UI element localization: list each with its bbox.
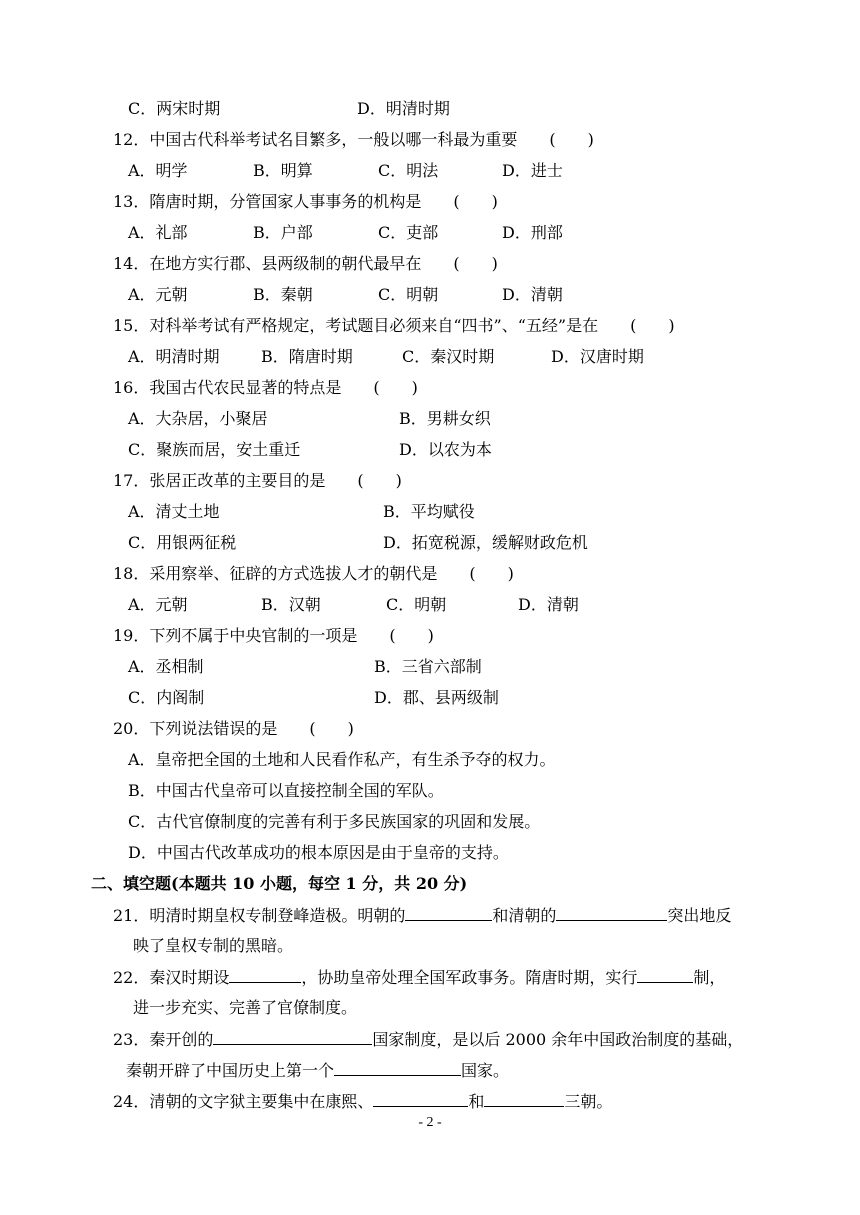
q21-text-1: 21．明清时期皇权专制登峰造极。明朝的 — [113, 906, 406, 925]
q16-option-d: D．以农为本 — [399, 440, 492, 459]
q24-blank-1[interactable] — [373, 1091, 468, 1107]
q19-option-d: D．郡、县两级制 — [374, 688, 499, 707]
q11-option-c: C．两宋时期 — [128, 99, 221, 118]
q13-option-c: C．吏部 — [378, 223, 439, 242]
q17-option-b: B．平均赋役 — [383, 502, 475, 521]
q16-option-c: C．聚族而居，安土重迁 — [128, 440, 301, 459]
q24-text-2: 和 — [468, 1092, 485, 1111]
q23-text-2: 国家制度，是以后 2000 余年中国政治制度的基础， — [372, 1030, 744, 1049]
q14-option-c: C．明朝 — [378, 285, 439, 304]
q15-option-d: D．汉唐时期 — [551, 347, 644, 366]
q21-blank-2[interactable] — [556, 905, 667, 921]
section-heading-fill-in: 二、填空题(本题共 10 小题，每空 1 分，共 20 分) — [91, 874, 468, 893]
q21-line1 — [113, 905, 731, 926]
q19-option-a: A．丞相制 — [128, 657, 204, 676]
q20-option-a: A．皇帝把全国的土地和人民看作私产，有生杀予夺的权力。 — [128, 750, 556, 769]
q23-blank-2[interactable] — [334, 1060, 461, 1076]
q22-line1 — [113, 967, 725, 988]
q15-option-c: C．秦汉时期 — [402, 347, 495, 366]
q23-text-1: 23．秦开创的 — [113, 1030, 214, 1049]
q22-text-2: ，协助皇帝处理全国军政事务。隋唐时期，实行 — [301, 968, 638, 987]
q20-stem: 20．下列说法错误的是 ( ) — [113, 719, 354, 738]
q22-blank-2[interactable] — [637, 967, 693, 983]
q16-option-b: B．男耕女织 — [399, 409, 491, 428]
q23-text-4: 国家。 — [461, 1061, 510, 1080]
q24-blank-2[interactable] — [484, 1091, 564, 1107]
q21-text-2: 和清朝的 — [492, 906, 557, 925]
q19-option-b: B．三省六部制 — [374, 657, 482, 676]
q11-option-d: D．明清时期 — [357, 99, 450, 118]
q14-option-b: B．秦朝 — [253, 285, 313, 304]
q21-text-3: 突出地反 — [667, 906, 732, 925]
q13-option-d: D．刑部 — [502, 223, 563, 242]
q14-option-d: D．清朝 — [502, 285, 563, 304]
q13-option-a: A．礼部 — [128, 223, 188, 242]
q17-option-c: C．用银两征税 — [128, 533, 237, 552]
q13-option-b: B．户部 — [253, 223, 313, 242]
q18-option-d: D．清朝 — [518, 595, 579, 614]
q12-option-d: D．进士 — [502, 161, 563, 180]
q17-option-d: D．拓宽税源，缓解财政危机 — [383, 533, 588, 552]
q22-text-1: 22．秦汉时期设 — [113, 968, 230, 987]
q21-line2: 映了皇权专制的黑暗。 — [133, 936, 294, 955]
q20-option-b: B．中国古代皇帝可以直接控制全国的军队。 — [128, 781, 444, 800]
q13-stem: 13．隋唐时期，分管国家人事事务的机构是 ( ) — [113, 192, 498, 211]
q17-stem: 17．张居正改革的主要目的是 ( ) — [113, 471, 402, 490]
q22-text-3: 制， — [693, 968, 726, 987]
q15-option-a: A．明清时期 — [128, 347, 220, 366]
q18-option-c: C．明朝 — [386, 595, 447, 614]
q24-text-1: 24．清朝的文字狱主要集中在康熙、 — [113, 1092, 374, 1111]
q18-stem: 18．采用察举、征辟的方式选拔人才的朝代是 ( ) — [113, 564, 514, 583]
q23-blank-1[interactable] — [213, 1029, 372, 1045]
q20-option-c: C．古代官僚制度的完善有利于多民族国家的巩固和发展。 — [128, 812, 541, 831]
q23-line2 — [126, 1060, 509, 1081]
q20-option-d: D．中国古代改革成功的根本原因是由于皇帝的支持。 — [128, 843, 509, 862]
q17-option-a: A．清丈土地 — [128, 502, 220, 521]
q18-option-b: B．汉朝 — [261, 595, 321, 614]
q12-option-c: C．明法 — [378, 161, 439, 180]
q18-option-a: A．元朝 — [128, 595, 188, 614]
q14-stem: 14．在地方实行郡、县两级制的朝代最早在 ( ) — [113, 254, 498, 273]
q16-option-a: A．大杂居，小聚居 — [128, 409, 268, 428]
q22-line2: 进一步充实、完善了官僚制度。 — [133, 998, 358, 1017]
q12-option-b: B．明算 — [253, 161, 313, 180]
q23-text-3: 秦朝开辟了中国历史上第一个 — [126, 1061, 335, 1080]
q12-stem: 12．中国古代科举考试名目繁多，一般以哪一科最为重要 ( ) — [113, 130, 594, 149]
q19-stem: 19．下列不属于中央官制的一项是 ( ) — [113, 626, 434, 645]
q24-text-3: 三朝。 — [564, 1092, 613, 1111]
q15-stem: 15．对科举考试有严格规定，考试题目必须来自“四书”、“五经”是在 ( ) — [113, 316, 675, 335]
q12-option-a: A．明学 — [128, 161, 188, 180]
q22-blank-1[interactable] — [229, 967, 301, 983]
q16-stem: 16．我国古代农民显著的特点是 ( ) — [113, 378, 418, 397]
q14-option-a: A．元朝 — [128, 285, 188, 304]
q24-line1 — [113, 1091, 612, 1112]
q15-option-b: B．隋唐时期 — [261, 347, 353, 366]
q21-blank-1[interactable] — [405, 905, 492, 921]
q23-line1 — [113, 1029, 743, 1050]
q19-option-c: C．内阁制 — [128, 688, 205, 707]
page-number: - 2 - — [418, 1115, 442, 1130]
